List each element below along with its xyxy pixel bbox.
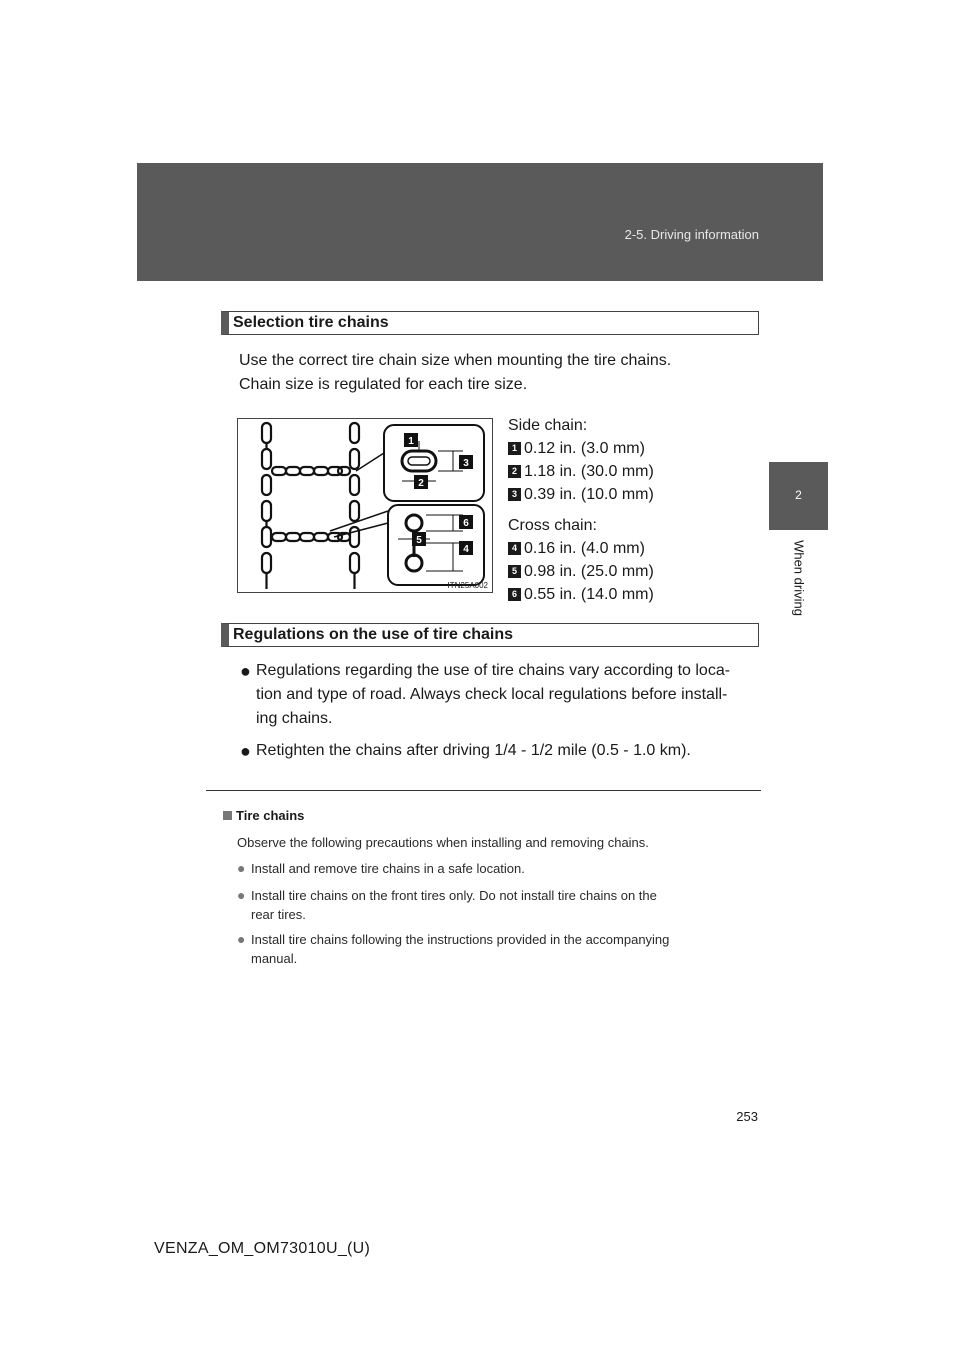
cross-chain-title: Cross chain: [508,517,597,534]
tire-chain-figure [237,418,493,593]
callout-badge-4 [459,541,473,555]
section-heading-selection: Selection tire chains [221,311,759,335]
list-item [240,739,760,763]
note-line: Install and remove tire chains in a safe location. [251,861,525,876]
bullet-line: Retighten the chains after driving 1/4 - 1/2 mile (0.5 - 1.0 km). [256,742,691,759]
intro-line-1: Use the correct tire chain size when mounting the tire chains. [239,352,672,369]
number-badge: 3 [508,488,521,501]
list-item [237,886,747,924]
spec-row [508,583,654,606]
number-badge: 4 [508,542,521,555]
number-badge: 6 [508,588,521,601]
cross-chain-specs [508,514,654,606]
spec-value: 1.18 in. (30.0 mm) [524,463,654,480]
spec-row [508,537,654,560]
note-line: rear tires. [251,907,306,922]
chapter-label: When driving [791,540,807,616]
chapter-tab [769,462,828,530]
callout-badge-3 [459,455,473,469]
spec-row [508,437,654,460]
note-title [223,807,304,825]
svg-text:2: 2 [418,478,424,489]
spec-value: 0.39 in. (10.0 mm) [524,486,654,503]
figure-caption: ITN25A002 [447,581,488,590]
number-badge: 2 [508,465,521,478]
bullet-line: tion and type of road. Always check local regulations before install- [256,686,728,703]
tire-chain-illustration [238,419,492,592]
bullet-line: ing chains. [256,710,333,727]
note-title-text: Tire chains [236,808,305,823]
svg-text:4: 4 [463,544,469,555]
number-badge: 5 [508,565,521,578]
callout-badge-6 [459,515,473,529]
spec-value: 0.98 in. (25.0 mm) [524,563,654,580]
section-divider [206,790,761,791]
page-number: 253 [736,1109,758,1124]
callout-badge-5 [412,532,426,546]
side-chain-title: Side chain: [508,417,588,434]
spec-value: 0.12 in. (3.0 mm) [524,440,645,457]
note-line: manual. [251,951,298,966]
note-intro: Observe the following precautions when installing and removing chains. [237,835,649,850]
spec-value: 0.16 in. (4.0 mm) [524,540,645,557]
svg-text:3: 3 [463,458,469,469]
callout-badge-2 [414,475,428,489]
bullet-line: Regulations regarding the use of tire chains vary according to loca- [256,662,731,679]
document-code: VENZA_OM_OM73010U_(U) [154,1240,371,1257]
list-item [237,859,747,878]
list-item [240,659,760,731]
callout-badge-1 [404,433,418,447]
header-band [137,163,823,281]
svg-text:6: 6 [463,518,469,529]
spec-row [508,460,654,483]
bullet-icon: ● [240,741,251,761]
number-badge: 1 [508,442,521,455]
square-bullet-icon [223,811,232,820]
bullet-icon: ● [237,931,246,947]
spec-row [508,483,654,506]
spec-value: 0.55 in. (14.0 mm) [524,586,654,603]
bullet-icon: ● [237,887,246,903]
section-label: 2-5. Driving information [624,227,759,242]
chapter-number: 2 [795,488,802,502]
svg-text:1: 1 [408,436,414,447]
spec-row [508,560,654,583]
list-item [237,930,747,968]
intro-line-2: Chain size is regulated for each tire size. [239,376,528,393]
bullet-icon: ● [237,860,246,876]
note-line: Install tire chains on the front tires only. Do not install tire chains on the [251,888,657,903]
side-chain-specs [508,414,654,506]
bullet-icon: ● [240,661,251,681]
note-line: Install tire chains following the instructions provided in the accompanying [251,932,670,947]
section-heading-regulations: Regulations on the use of tire chains [221,623,759,647]
svg-text:5: 5 [416,535,422,546]
